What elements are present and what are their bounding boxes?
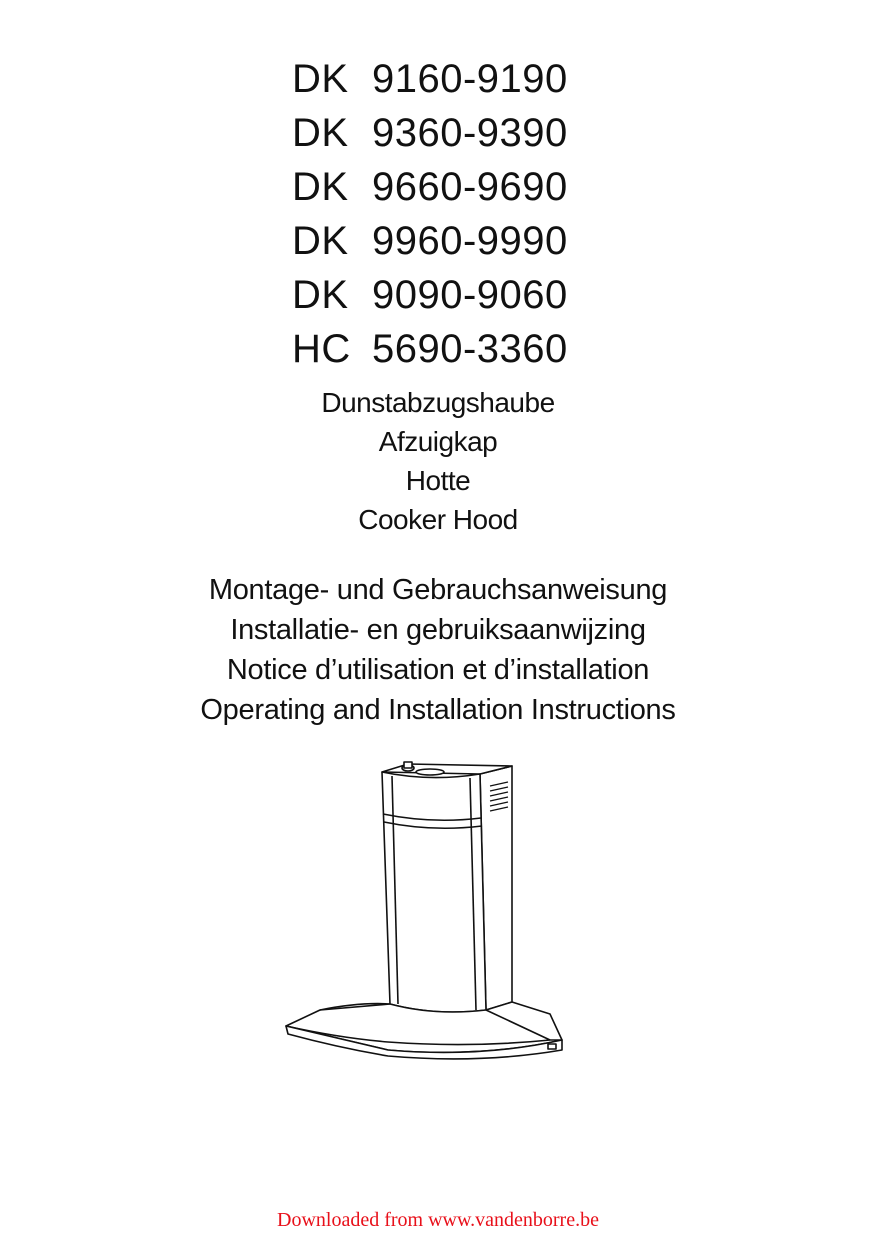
model-number [292,106,612,160]
manual-title-nl: Installatie- en gebruiksaanwijzing [230,614,646,646]
product-name-fr: Hotte [405,465,471,496]
model-prefix: HC [292,327,351,371]
model-number [292,160,612,214]
product-name-list [0,383,876,539]
download-source-footer: Downloaded from www.vandenborre.be [277,1209,599,1231]
model-number [292,214,612,268]
manual-title-fr: Notice d’utilisation et d’installation [226,654,650,686]
model-prefix: DK [292,273,349,317]
model-range: 5690-3360 [372,327,568,371]
model-number [292,52,612,106]
model-range: 9660-9690 [372,165,568,209]
model-number-list [292,52,612,376]
model-prefix: DK [292,111,349,155]
manual-title-en: Operating and Installation Instructions [200,694,676,726]
model-range: 9360-9390 [372,111,568,155]
product-name-en: Cooker Hood [358,504,518,535]
manual-title-list [0,570,876,730]
model-prefix: DK [292,57,349,101]
model-range: 9160-9190 [372,57,568,101]
model-range: 9090-9060 [372,273,568,317]
manual-title-de: Montage- und Gebrauchsanweisung [208,574,668,606]
model-prefix: DK [292,219,349,263]
cooker-hood-illustration [280,752,610,1067]
model-prefix: DK [292,165,349,209]
model-number [292,322,612,376]
model-number [292,268,612,322]
product-name-nl: Afzuigkap [378,426,498,457]
product-name-de: Dunstabzugshaube [321,387,555,418]
model-range: 9960-9990 [372,219,568,263]
